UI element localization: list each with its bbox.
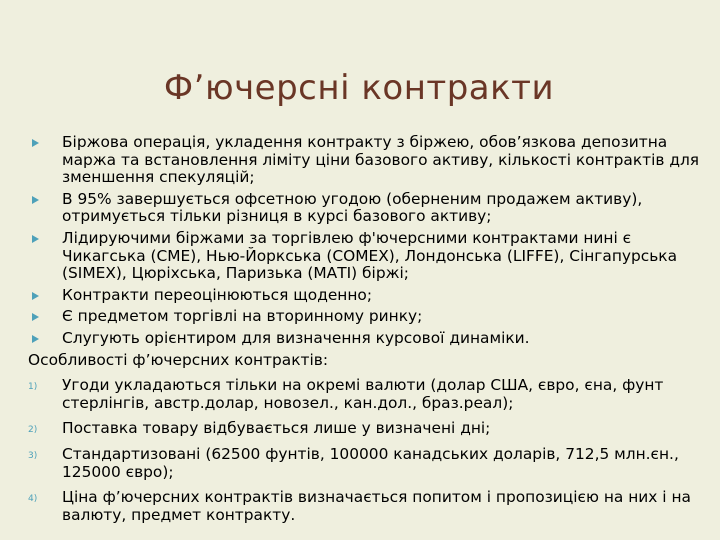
slide-body	[28, 134, 703, 532]
bullet-text: Біржова операція, укладення контракту з біржею, обов’язкова депозитна маржа та встановлення ліміту ціни базового активу, кількості контрактів для зменшення спекуляцій;	[62, 133, 700, 187]
bullet-item	[28, 308, 703, 326]
bullet-item	[28, 134, 703, 187]
bullet-arrow-icon	[32, 292, 39, 300]
numbered-text: Угоди укладаються тільки на окремі валюти (долар США, євро, єна, фунт стерлінгів, австр.долар, новозел., кан.дол., браз.реал);	[62, 376, 664, 412]
bullet-arrow-icon	[32, 196, 39, 204]
bullet-text: Є предметом торгівлі на вторинному ринку;	[62, 307, 423, 326]
number-label: 4)	[28, 494, 38, 505]
bullet-text: Контракти переоцінюються щоденно;	[62, 285, 373, 304]
number-label: 3)	[28, 450, 38, 461]
numbered-item	[28, 420, 703, 438]
number-label: 1)	[28, 382, 38, 393]
bullet-item	[28, 287, 703, 305]
numbered-item	[28, 377, 703, 412]
subheading: Особливості ф’ючерсних контрактів:	[28, 350, 329, 369]
bullet-arrow-icon	[32, 335, 39, 343]
numbered-text: Стандартизовані (62500 фунтів, 100000 канадських доларів, 712,5 млн.єн., 125000 євро);	[62, 444, 679, 481]
bullet-item	[28, 230, 703, 283]
bullet-item	[28, 330, 703, 348]
numbered-item	[28, 446, 703, 481]
bullet-arrow-icon	[32, 235, 39, 243]
bullet-text: В 95% завершується офсетною угодою (оберненим продажем активу), отримується тільки різниця в курсі базового активу;	[62, 189, 643, 226]
number-label: 2)	[28, 425, 38, 436]
bullet-text: Лідируючими біржами за торгівлею ф'ючерсними контрактами нині є Чикагська (СМЕ), Нью-Йоркська (СОМЕХ), Лондонська (LIFFE), Сінгапурська (SIMEX), Цюріхська, Паризька (МАТІ) біржі;	[62, 228, 678, 283]
bullet-item	[28, 191, 703, 226]
numbered-item	[28, 489, 703, 524]
bullet-text: Слугують орієнтиром для визначення курсової динаміки.	[62, 328, 530, 347]
slide-title: Ф’ючерсні контракти	[163, 68, 555, 108]
numbered-text: Ціна ф’ючерсних контрактів визначається попитом і пропозицією на них і на валюту, предмет контракту.	[62, 488, 691, 524]
numbered-text: Поставка товару відбувається лише у визначені дні;	[62, 419, 491, 438]
bullet-arrow-icon	[32, 139, 39, 147]
bullet-arrow-icon	[32, 313, 39, 321]
